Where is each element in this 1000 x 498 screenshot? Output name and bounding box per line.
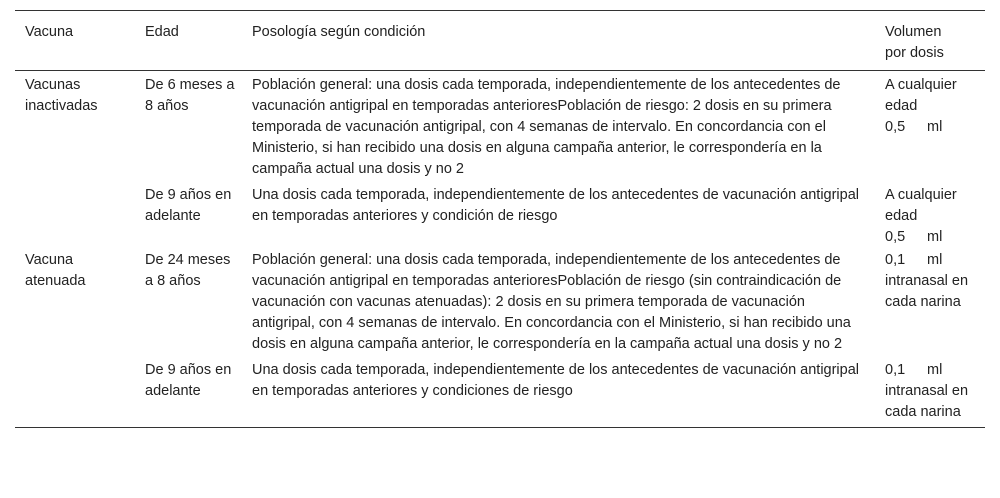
cell-vacuna: Vacunas inactivadas [25, 77, 98, 114]
cell-volumen [875, 185, 985, 248]
header-volumen-line1: Volumen [885, 24, 942, 40]
cell-edad: De 24 meses a 8 años [145, 252, 231, 289]
header-vacuna: Vacuna [25, 24, 74, 40]
volumen-suffix: intranasal en cada narina [885, 383, 969, 420]
volumen-num: 0,5 [885, 229, 906, 245]
volumen-suffix: intranasal en cada narina [885, 273, 969, 310]
cell-posologia: Población general: una dosis cada temporada, independientemente de los antecedentes de vacunación antigripal en temporadas anterioresPoblación de riesgo (sin contraindicación de vacunación con vacunas atenuadas): 2 dosis en su primera temporada de vacunación antigripal, con 4 semanas de intervalo. En concordancia con el Ministerio, si han recibido una dosis en alguna campaña anterior, le correspondería en la campaña actual una dosis y no 2 [252, 252, 851, 352]
cell-posologia: Una dosis cada temporada, independientemente de los antecedentes de vacunación antigripal en temporadas anteriores y condiciones de riesgo [252, 362, 860, 399]
table-row [15, 185, 985, 248]
table-row [15, 250, 985, 355]
cell-posologia: Población general: una dosis cada temporada, independientemente de los antecedentes de vacunación antigripal en temporadas anterioresPoblación de riesgo: 2 dosis en su primera temporada de vacunación antigripal, con 4 semanas de intervalo. En concordancia con el Ministerio, si han recibido una dosis en alguna campaña anterior, le correspondería en la campaña actual una dosis y no 2 [252, 77, 841, 177]
volumen-unit: ml [927, 252, 943, 268]
dosage-table [15, 10, 985, 428]
volumen-dose [885, 227, 985, 248]
volumen-dose [885, 117, 985, 138]
volumen-text: A cualquier edad [885, 187, 957, 224]
cell-vacuna: Vacuna atenuada [25, 252, 86, 289]
table-row [15, 360, 985, 423]
volumen-num: 0,1 [885, 252, 906, 268]
volumen-unit: ml [927, 362, 943, 378]
cell-volumen [875, 75, 985, 180]
volumen-num: 0,5 [885, 119, 906, 135]
table-body [15, 71, 985, 427]
cell-edad: De 6 meses a 8 años [145, 77, 235, 114]
cell-volumen [875, 360, 985, 423]
cell-edad: De 9 años en adelante [145, 362, 232, 399]
cell-vacuna-empty [15, 360, 135, 423]
table-row [15, 75, 985, 180]
header-edad: Edad [145, 24, 179, 40]
volumen-dose [885, 360, 985, 381]
cell-posologia: Una dosis cada temporada, independientemente de los antecedentes de vacunación antigripal en temporadas anteriores y condición de riesgo [252, 187, 860, 224]
volumen-num: 0,1 [885, 362, 906, 378]
header-volumen-line2: por dosis [885, 45, 944, 61]
cell-volumen [875, 250, 985, 355]
table-header [15, 11, 985, 71]
volumen-unit: ml [927, 119, 943, 135]
cell-vacuna-empty [15, 185, 135, 248]
header-posologia: Posología según condición [252, 24, 426, 40]
header-volumen [875, 22, 985, 64]
volumen-unit: ml [927, 229, 943, 245]
cell-edad: De 9 años en adelante [145, 187, 232, 224]
volumen-text: A cualquier edad [885, 77, 957, 114]
volumen-dose [885, 250, 985, 271]
